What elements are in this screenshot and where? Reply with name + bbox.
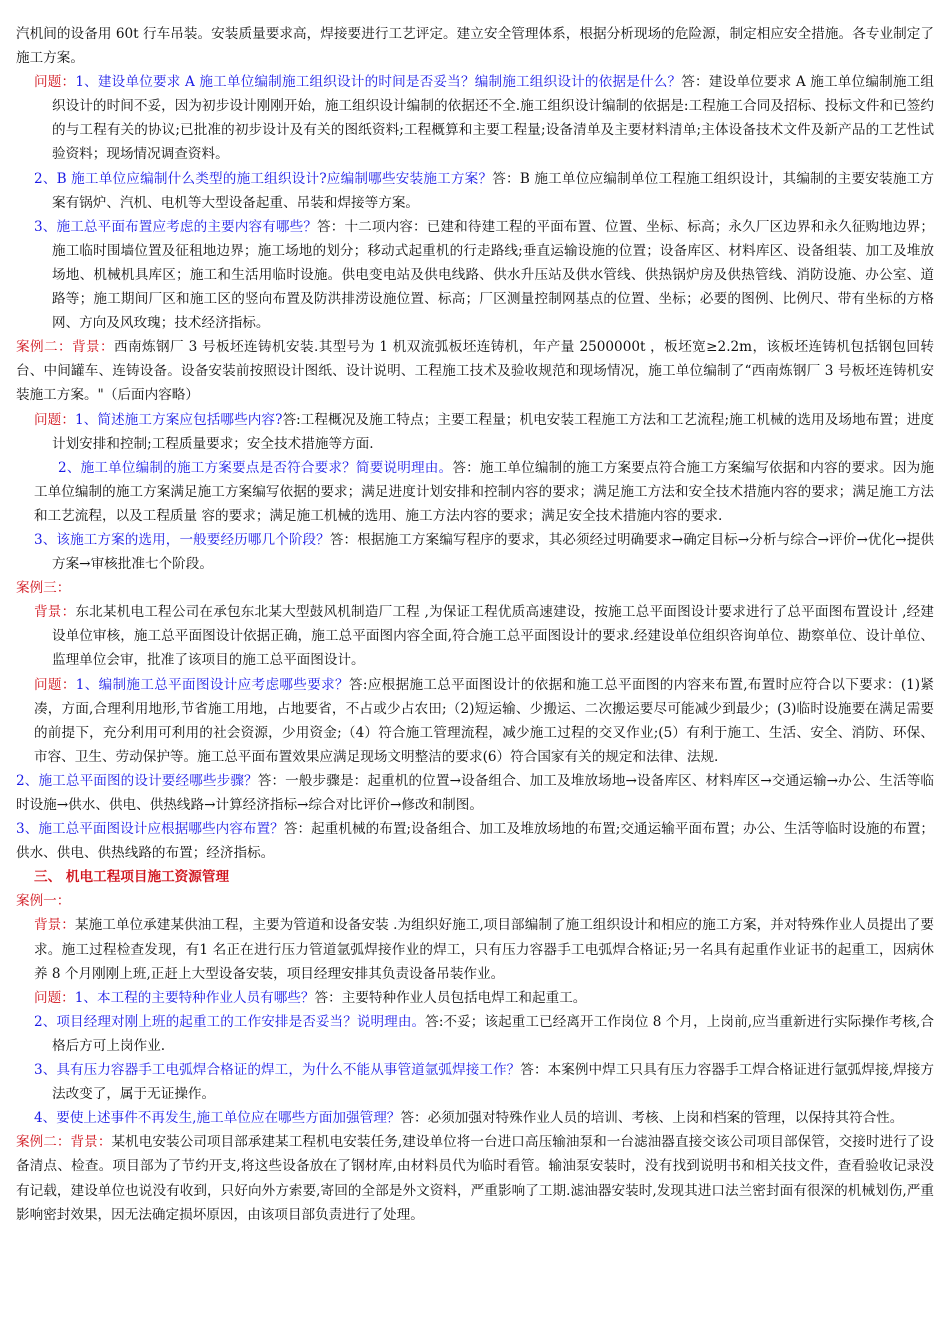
s3-case1-question-2: [16, 1010, 934, 1058]
question-text: 4、要使上述事件不再发生,施工单位应在哪些方面加强管理？: [34, 1110, 401, 1127]
case3-question-3: [16, 817, 934, 865]
background-text: 某施工单位承建某供油工程，主要为管道和设备安装 .为组织好施工,项目部编制了施工组织设计和相应的施工方案，并对特殊作业人员提出了要求。施工过程检查发现，有1 名正在进行压力管道氩弧焊接作业的焊工，只有压力容器手工电弧焊合格证;另一名具有起重作业证书的起重工，因病休养 8 个月刚刚上班,正赶上大型设备安装，项目经理安排其负责设备吊装作业。: [34, 917, 934, 982]
case3-label: 案例三：: [16, 580, 71, 597]
question-prefix: 问题：: [34, 74, 76, 91]
case1-question-2: [16, 167, 934, 215]
intro-paragraph: 汽机间的设备用 60t 行车吊装。安装质量要求高，焊接要进行工艺评定。建立安全管理体系，根据分析现场的危险源，制定相应安全措施。各专业制定了施工方案。: [16, 26, 934, 67]
answer-text: 答：起重机械的布置;设备组合、加工及堆放场地的布置;交通运输平面布置；办公、生活等临时设施的布置；供水、供电、供热线路的布置；经济指标。: [16, 821, 934, 862]
background-label: 背景：: [34, 917, 75, 934]
question-text: 1、简述施工方案应包括哪些内容?: [75, 411, 283, 428]
question-text: 2、施工单位编制的施工方案要点是否符合要求？简要说明理由。: [58, 459, 453, 476]
case2-question-3: [16, 528, 934, 576]
case-label: 案例二：背景：: [16, 339, 114, 356]
case3-question-2: [16, 769, 934, 817]
answer-text: 答：本案例中焊工只具有压力容器手工焊合格证进行氩弧焊接,焊接方法改变了，属于无证操作。: [52, 1062, 934, 1103]
answer-text: 答：十二项内容：已建和待建工程的平面布置、位置、坐标、标高；永久厂区边界和永久征购地边界；施工临时围墙位置及征租地边界；施工场地的划分；移动式起重机的行走路线;垂直运输设施的位置；设备库区、材料库区、设备组装、加工及堆放场地、机械机具库区；施工和生活用临时设施。供电变电站及供电线路、供水升压站及供水管线、供热锅炉房及供热管线、消防设施、办公室、道路等；施工期间厂区和施工区的竖向布置及防洪排涝设施位置、标高；厂区测量控制网基点的位置、坐标；必要的图例、比例尺、带有坐标的方格网、方向及风玫瑰；技术经济指标。: [52, 218, 934, 332]
question-text: 2、施工总平面图的设计要经哪些步骤？: [16, 772, 258, 789]
question-text: 1、本工程的主要特种作业人员有哪些？: [74, 989, 315, 1006]
case2-background: [16, 335, 934, 407]
s3-case1-background: [16, 913, 934, 985]
case2-question-1: [16, 408, 934, 456]
question-text: 1、编制施工总平面图设计应考虑哪些要求？: [75, 676, 349, 693]
case2-question-2: [16, 456, 934, 528]
question-prefix: 问题：: [34, 989, 75, 1006]
s3-case1-question-3: [16, 1058, 934, 1106]
question-text: 3、具有压力容器手工电弧焊合格证的焊工，为什么不能从事管道氩弧焊接工作？: [34, 1062, 521, 1079]
answer-text: 答:工程概况及施工特点；主要工程量；机电安装工程施工方法和工艺流程;施工机械的选用及场地布置；进度计划安排和控制;工程质量要求；安全技术措施等方面.: [52, 411, 935, 452]
s3-case1-question-1: [16, 986, 934, 1010]
answer-text: 答：建设单位要求 A 施工单位编制施工组织设计的时间不妥，因为初步设计刚刚开始，施工组织设计编制的依据还不全.施工组织设计编制的依据是:工程施工合同及招标、投标文件和已签约的与工程有关的协议;已批准的初步设计及有关的图纸资料;工程概算和主要工程量;设备清单及主要材料清单;主体设备技术文件及新产品的工艺性试验资料；现场情况调查资料。: [52, 74, 934, 163]
case3-question-1: [16, 673, 934, 769]
case-label: 案例二：背景：: [16, 1134, 112, 1151]
section-heading: 三、 机电工程项目施工资源管理: [34, 869, 230, 886]
answer-text: 答：一般步骤是：起重机的位置→设备组合、加工及堆放场地→设备库区、材料库区→交通运输→办公、生活等临时设施→供水、供电、供热线路→计算经济指标→综合对比评价→修改和制图。: [16, 772, 934, 813]
background-label: 背景：: [34, 604, 76, 621]
case3-background: [16, 600, 934, 672]
answer-text: 答：必须加强对特殊作业人员的培训、考核、上岗和档案的管理，以保持其符合性。: [400, 1110, 904, 1127]
question-text: 3、该施工方案的选用，一般要经历哪几个阶段？: [34, 531, 330, 548]
case1-question-3: [16, 215, 934, 335]
question-text: 2、项目经理对刚上班的起重工的工作安排是否妥当？说明理由。: [34, 1013, 426, 1030]
s3-case1-label: 案例一：: [16, 893, 71, 910]
background-text: 某机电安装公司项目部承建某工程机电安装任务,建设单位将一台进口高压输油泵和一台滤油器直接交该公司项目部保管，交接时进行了设备清点、检查。项目部为了节约开支,将这些设备放在了钢材库,由材料员代为临时看管。输油泵安装时，没有找到说明书和相关技文件，查看验收记录没有记载，建设单位也说没有收到，只好向外方索要,寄回的全部是外文资料，严重影响了工期.滤油器安装时,发现其进口法兰密封面有很深的机械划伤,严重影响密封效果，因无法确定损坏原因，由该项目部负责进行了处理。: [16, 1134, 934, 1223]
case1-question-1: [16, 70, 934, 166]
question-prefix: 问题：: [34, 411, 76, 428]
answer-text: 答：根据施工方案编写程序的要求，其必须经过明确要求→确定目标→分析与综合→评价→优化→提供方案→审核批准七个阶段。: [52, 531, 934, 573]
answer-text: 答:不妥；该起重工已经离开工作岗位 8 个月，上岗前,应当重新进行实际操作考核,合格后方可上岗作业.: [52, 1013, 934, 1054]
question-prefix: 问题：: [34, 676, 76, 693]
answer-text: 答：主要特种作业人员包括电焊工和起重工。: [314, 989, 587, 1006]
question-text: 1、建设单位要求 A 施工单位编制施工组织设计的时间是否妥当？编制施工组织设计的依据是什么？: [75, 74, 682, 91]
answer-text: 答:应根据施工总平面图设计的依据和施工总平面图的内容来布置,布置时应符合以下要求：(1)紧凑，方面,合理利用地形,节省施工用地，占地要省，不占或少占农田;（2)短运输、少搬运、二次搬运要尽可能减少到最少；(3)临时设施要在满足需要的前提下，充分利用可利用的社会资源，少用资金;（4）符合施工管理流程，减少施工过程的交叉作业;(5）有利于施工、生活、安全、消防、环保、市容、卫生、劳动保护等。施工总平面布置效果应满足现场文明整洁的要求(6）符合国家有关的规定和法律、法规.: [34, 676, 935, 765]
s3-case1-question-4: [16, 1106, 934, 1130]
question-text: 2、B 施工单位应编制什么类型的施工组织设计?应编制哪些安装施工方案？: [34, 170, 493, 187]
question-text: 3、施工总平面图设计应根据哪些内容布置？: [16, 821, 284, 838]
answer-text: 答：B 施工单位应编制单位工程施工组织设计，其编制的主要安装施工方案有锅炉、汽机、电机等大型设备起重、吊装和焊接等方案。: [52, 170, 935, 211]
background-text: 西南炼钢厂 3 号板坯连铸机安装.其型号为 1 机双流弧板坯连铸机，年产量 2500000t ，板坯宽≥2.2m，该板坯连铸机包括钢包回转台、中间罐车、连铸设备。设备安装前按照设计图纸、设计说明、工程施工技术及验收规范和现场情况，施工单位编制了“西南炼钢厂 3 号板坯连铸机安装施工方案。"（后面内容略）: [16, 339, 934, 404]
question-text: 3、施工总平面布置应考虑的主要内容有哪些？: [34, 218, 318, 235]
answer-text: 答：施工单位编制的施工方案要点符合施工方案编写依据和内容的要求。因为施工单位编制的施工方案满足施工方案编写依据的要求；满足进度计划安排和控制内容的要求；满足施工方法和安全技术措施内容的要求；满足施工方法和工艺流程，以及工程质量 容的要求；满足施工机械的选用、施工方法内容的要求；满足安全技术措施内容的要求.: [34, 459, 934, 524]
s3-case2-background: [16, 1130, 934, 1226]
background-text: 东北某机电工程公司在承包东北某大型鼓风机制造厂工程 ,为保证工程优质高速建设，按施工总平面图设计要求进行了总平面图布置设计 ,经建设单位审核，施工总平面图设计依据正确，施工总平面图内容全面,符合施工总平面图设计的要求.经建设单位组织咨询单位、勘察单位、设计单位、监理单位会审，批准了该项目的施工总平面图设计。: [52, 604, 935, 669]
